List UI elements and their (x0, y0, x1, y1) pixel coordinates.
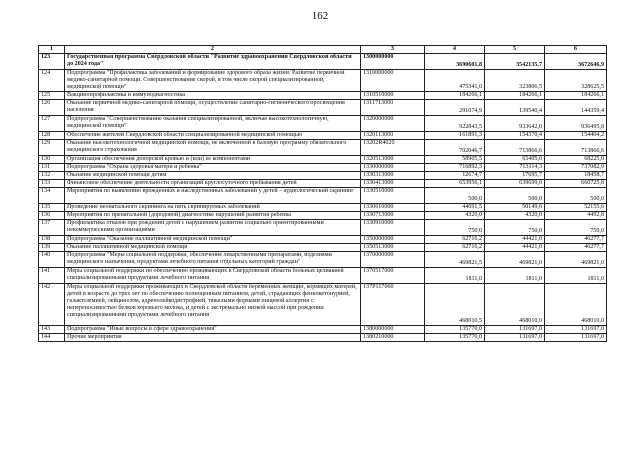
table-row (39, 252, 607, 268)
table-row (39, 326, 607, 334)
table-body (39, 54, 607, 342)
table-cell-code: 1330413000 (361, 180, 425, 188)
table-cell-name: Финансовое обеспечение деятельности организаций круглосуточного пребывания детей (65, 180, 361, 188)
table-row (39, 140, 607, 156)
table-cell-v1: 1811,0 (425, 268, 485, 284)
table-cell-v1: 58905,5 (425, 156, 485, 164)
table-cell-v1: 469821,5 (425, 252, 485, 268)
table-cell-v3: 144359,4 (545, 100, 607, 116)
table-cell-v3: 750,0 (545, 220, 607, 236)
table-cell-name: Профилактика отказов при рождении детей с нарушением развития социально ориентированными некоммерческими организациями (65, 220, 361, 236)
table-cell-n: 132 (39, 172, 65, 180)
table-cell-v3: 469821,0 (545, 252, 607, 268)
table-row (39, 284, 607, 326)
table-cell-v1: 291074,9 (425, 100, 485, 116)
table-cell-n: 130 (39, 156, 65, 164)
table-cell-v1: 184266,1 (425, 92, 485, 100)
table-row (39, 132, 607, 140)
table-cell-v2: 713866,6 (485, 140, 545, 156)
table-cell-n: 135 (39, 204, 65, 212)
table-cell-v3: 4492,8 (545, 212, 607, 220)
table-cell-code: 1350513000 (361, 244, 425, 252)
table-cell-v1: 702046,7 (425, 140, 485, 156)
table-cell-code: 1350000000 (361, 236, 425, 244)
table-cell-v1: 62716,2 (425, 236, 485, 244)
table-cell-n: 136 (39, 212, 65, 220)
table-cell-v2: 139540,4 (485, 100, 545, 116)
table-cell-v3: 500,0 (545, 188, 607, 204)
table-row (39, 180, 607, 188)
table-cell-v2: 639699,0 (485, 180, 545, 188)
table-cell-v3: 46277,7 (545, 236, 607, 244)
table-cell-name: Подпрограмма "Оказание паллиативной медицинской помощи" (65, 236, 361, 244)
table-cell-n: 141 (39, 268, 65, 284)
table-row (39, 70, 607, 92)
table-cell-n: 137 (39, 220, 65, 236)
table-cell-name: Организация обеспечения донорской кровью и (или) ее компонентами (65, 156, 361, 164)
table-cell-v3: 660725,8 (545, 180, 607, 188)
table-cell-name: Мероприятия по пренатальной (дородовой) диагностике нарушений развития ребенка (65, 212, 361, 220)
table-row (39, 188, 607, 204)
table-cell-v2: 3542135,7 (485, 54, 545, 70)
table-cell-n: 143 (39, 326, 65, 334)
table-cell-name: Меры социальной поддержки по обеспечению проживающих в Свердловской области больных целиакией специализированными продуктами лечебного питания (65, 268, 361, 284)
table-cell-v2: 50149,6 (485, 204, 545, 212)
table-cell-v1: 161891,3 (425, 132, 485, 140)
table-cell-code: 1380000000 (361, 326, 425, 334)
table-cell-v3: 131697,0 (545, 326, 607, 334)
table-cell-code: 137P117060 (361, 284, 425, 326)
column-header: 2 (65, 46, 361, 54)
page-number: 162 (311, 10, 329, 22)
table-cell-v2: 65405,0 (485, 156, 545, 164)
table-cell-v3: 18458,7 (545, 172, 607, 180)
table-cell-v1: 653956,1 (425, 180, 485, 188)
table-cell-name: Подпрограмма "Меры социальной поддержки, обеспечение лекарственными препаратами, изделиями медицинского назначения, продуктами лечебного питания отдельных категорий граждан" (65, 252, 361, 268)
table-cell-code: 1380210000 (361, 334, 425, 342)
table-cell-n: 139 (39, 244, 65, 252)
table-row (39, 116, 607, 132)
table-cell-n: 129 (39, 140, 65, 156)
table-row (39, 204, 607, 212)
table-cell-n: 125 (39, 92, 65, 100)
table-cell-n: 128 (39, 132, 65, 140)
table-cell-v1: 44691,5 (425, 204, 485, 212)
table-cell-v3: 184266,1 (545, 92, 607, 100)
table-cell-name: Проведение неонатального скрининга на пять скринируемых заболеваний (65, 204, 361, 212)
table-cell-v2: 750,0 (485, 220, 545, 236)
table-row (39, 244, 607, 252)
table-cell-n: 140 (39, 252, 65, 268)
table-cell-v1: 135770,0 (425, 326, 485, 334)
table-cell-v2: 44421,0 (485, 236, 545, 244)
table-cell-n: 133 (39, 180, 65, 188)
table-cell-code: 1370517000 (361, 268, 425, 284)
table-cell-code: 1310000000 (361, 70, 425, 92)
budget-table (38, 45, 607, 342)
table-cell-v3: 936495,8 (545, 116, 607, 132)
table-cell-v2: 131697,0 (485, 334, 545, 342)
column-header: 6 (545, 46, 607, 54)
table-row (39, 54, 607, 70)
table-cell-code: 1330910000 (361, 220, 425, 236)
table-cell-v2: 131697,0 (485, 326, 545, 334)
table-cell-v2: 184266,1 (485, 92, 545, 100)
table-cell-name: Подпрограмма "Иные вопросы в сфере здравоохранения" (65, 326, 361, 334)
table-cell-v3: 713866,6 (545, 140, 607, 156)
table-row (39, 220, 607, 236)
table-cell-name: Оказание высокотехнологичной медицинской помощи, не включенной в базовую программу обязательного медицинского страхования (65, 140, 361, 156)
table-cell-name: Мероприятия по выявлению врожденных и наследственных заболеваний у детей – аудиологический скрининг (65, 188, 361, 204)
table-cell-v3: 328625,5 (545, 70, 607, 92)
table-cell-v3: 154404,2 (545, 132, 607, 140)
column-header: 3 (361, 46, 425, 54)
column-header: 4 (425, 46, 485, 54)
table-cell-v2: 469821,0 (485, 252, 545, 268)
table-cell-v3: 68225,0 (545, 156, 607, 164)
table-cell-v3: 468010,0 (545, 284, 607, 326)
table-cell-v3: 737082,9 (545, 164, 607, 172)
table-cell-v1: 750,0 (425, 220, 485, 236)
table-cell-v1: 135770,0 (425, 334, 485, 342)
table-cell-code: 1320113000 (361, 132, 425, 140)
table-cell-code: 1320513000 (361, 156, 425, 164)
table-cell-code: 1330713000 (361, 212, 425, 220)
table-row (39, 156, 607, 164)
table-cell-n: 124 (39, 70, 65, 92)
table-cell-n: 131 (39, 164, 65, 172)
table-cell-code: 1370000000 (361, 252, 425, 268)
table-cell-n: 123 (39, 54, 65, 70)
table-cell-v3: 46277,7 (545, 244, 607, 252)
table-cell-name: Оказание медицинской помощи детям (65, 172, 361, 180)
table-cell-v2: 500,0 (485, 188, 545, 204)
table-cell-v2: 468010,0 (485, 284, 545, 326)
table-cell-v2: 44421,0 (485, 244, 545, 252)
table-cell-code: 1310510000 (361, 92, 425, 100)
table-cell-code: 1320000000 (361, 116, 425, 132)
table-cell-v1: 12674,7 (425, 172, 485, 180)
table-cell-name: Подпрограмма "Профилактика заболеваний и формирование здорового образа жизни. Развитие первичной медико-санитарной помощи. Совершенствование скорой, в том числе скорой специализированной, медицинской помощи" (65, 70, 361, 92)
table-cell-n: 138 (39, 236, 65, 244)
table-cell-name: Оказание первичной медико-санитарной помощи, осуществление санитарно-гигиенического просвещения населения (65, 100, 361, 116)
table-row (39, 334, 607, 342)
table-cell-code: 1311713000 (361, 100, 425, 116)
table-cell-n: 127 (39, 116, 65, 132)
table-cell-v1: 468010,5 (425, 284, 485, 326)
table-cell-v1: 62716,2 (425, 244, 485, 252)
column-header: 5 (485, 46, 545, 54)
table-cell-name: Прочие мероприятия (65, 334, 361, 342)
table-cell-v2: 1811,0 (485, 268, 545, 284)
table-cell-v1: 922843,5 (425, 116, 485, 132)
table-cell-v3: 3672646,9 (545, 54, 607, 70)
table-cell-name: Государственная программа Свердловской области "Развитие здравоохранения Свердловской области до 2024 года" (65, 54, 361, 70)
table-cell-v2: 933642,0 (485, 116, 545, 132)
table-cell-v1: 716892,3 (425, 164, 485, 172)
table-cell-code: 1300000000 (361, 54, 425, 70)
table-cell-name: Обеспечение жителей Свердловской области специализированной медицинской помощью (65, 132, 361, 140)
table-cell-name: Подпрограмма "Совершенствование оказания специализированной, включая высокотехнологичную, медицинской помощи" (65, 116, 361, 132)
table-cell-v3: 131697,0 (545, 334, 607, 342)
table-cell-code: 1330313000 (361, 172, 425, 180)
table-row (39, 164, 607, 172)
table-row (39, 172, 607, 180)
table-header-row (39, 46, 607, 54)
table-cell-name: Оказание паллиативной медицинской помощи (65, 244, 361, 252)
table-cell-code: 1330610000 (361, 204, 425, 212)
table-cell-n: 142 (39, 284, 65, 326)
table-cell-v3: 1811,0 (545, 268, 607, 284)
table-cell-v3: 52155,6 (545, 204, 607, 212)
table-cell-v2: 4320,0 (485, 212, 545, 220)
table-cell-code: 1330510000 (361, 188, 425, 204)
table-cell-v2: 154370,4 (485, 132, 545, 140)
table-row (39, 212, 607, 220)
table-cell-v2: 323806,5 (485, 70, 545, 92)
table-cell-code: 1330000000 (361, 164, 425, 172)
table-cell-name: Вакцинопрофилактика и иммунодиагностика (65, 92, 361, 100)
table-cell-n: 144 (39, 334, 65, 342)
table-cell-name: Подпрограмма "Охрана здоровья матери и ребенка" (65, 164, 361, 172)
table-cell-n: 126 (39, 100, 65, 116)
column-header: 1 (39, 46, 65, 54)
table-row (39, 268, 607, 284)
table-cell-v2: 17695,7 (485, 172, 545, 180)
table-row (39, 236, 607, 244)
table-cell-n: 134 (39, 188, 65, 204)
table-cell-v1: 500,0 (425, 188, 485, 204)
table-cell-v1: 4320,0 (425, 212, 485, 220)
table-row (39, 100, 607, 116)
table-cell-v1: 475341,0 (425, 70, 485, 92)
table-row (39, 92, 607, 100)
table-cell-v2: 713114,3 (485, 164, 545, 172)
table-cell-name: Меры социальной поддержки проживающих в Свердловской области беременных женщин, кормящих матерей, детей в возрасте до трех лет по обеспечению полноценным питанием, детей, страдающих фенилкетонурией, галактоземией, лейцинозом, адренолейкодистрофией, тяжелыми формами пищевой аллергии с непереносимостью белков коровьего молока, и детей с экстремально низкой массой при рождении специализированными продуктами лечебного питания (65, 284, 361, 326)
table-cell-code: 13202R4020 (361, 140, 425, 156)
table-cell-v1: 3690601,8 (425, 54, 485, 70)
